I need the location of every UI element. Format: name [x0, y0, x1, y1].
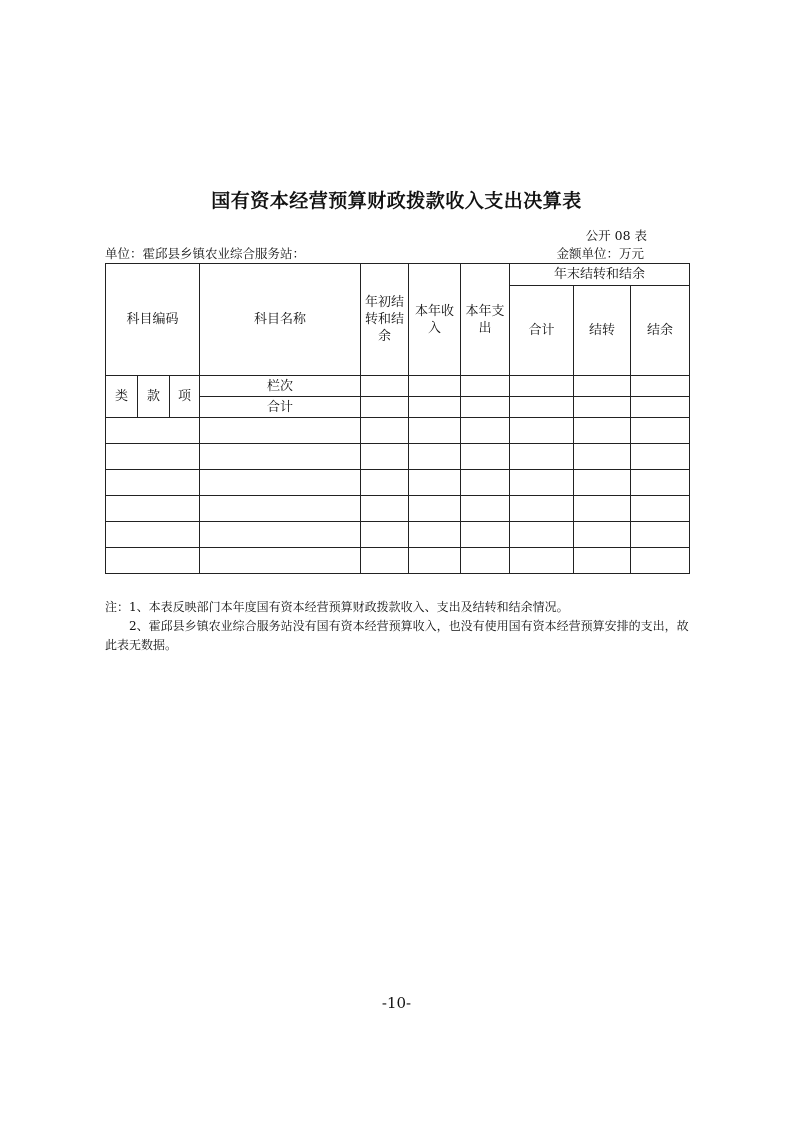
cell [361, 444, 409, 470]
cell [200, 496, 361, 522]
cell [461, 470, 510, 496]
cell [409, 444, 461, 470]
budget-table [105, 263, 690, 574]
cell [461, 444, 510, 470]
cell [461, 397, 510, 418]
cell [461, 548, 510, 574]
total-row-label: 合计 [200, 397, 361, 418]
table-row [106, 548, 690, 574]
header-income-text: 本年收入 [414, 303, 454, 336]
header-expenditure [461, 264, 510, 376]
cell [106, 522, 200, 548]
cell [574, 397, 631, 418]
cell [574, 376, 631, 397]
header-subject-name: 科目名称 [200, 264, 361, 376]
header-year-end-group: 年末结转和结余 [510, 264, 690, 286]
amount-unit: 金额单位：万元 [556, 246, 644, 261]
cell [461, 376, 510, 397]
cell [574, 522, 631, 548]
header-column-index: 栏次 [200, 376, 361, 397]
table-row [106, 418, 690, 444]
cell [361, 376, 409, 397]
cell [574, 496, 631, 522]
cell [461, 496, 510, 522]
cell [409, 470, 461, 496]
table-row [106, 522, 690, 548]
cell [510, 444, 574, 470]
cell [409, 418, 461, 444]
cell [409, 496, 461, 522]
note-2: 2、霍邱县乡镇农业综合服务站没有国有资本经营预算收入，也没有使用国有资本经营预算安排的支出，故此表无数据。 [105, 619, 689, 652]
cell [510, 397, 574, 418]
cell [510, 522, 574, 548]
cell [361, 522, 409, 548]
cell [510, 548, 574, 574]
cell [461, 522, 510, 548]
reporting-unit: 单位：霍邱县乡镇农业综合服务站： [105, 246, 306, 261]
cell [409, 376, 461, 397]
cell [631, 397, 690, 418]
cell [631, 496, 690, 522]
header-year-end-surplus: 结余 [631, 286, 690, 376]
cell [510, 376, 574, 397]
cell [574, 418, 631, 444]
header-year-end-total: 合计 [510, 286, 574, 376]
cell [106, 548, 200, 574]
cell [361, 496, 409, 522]
cell [106, 470, 200, 496]
header-item: 项 [170, 376, 200, 418]
cell [409, 548, 461, 574]
cell [574, 444, 631, 470]
cell [574, 470, 631, 496]
cell [106, 418, 200, 444]
header-expenditure-text: 本年支出 [465, 303, 505, 336]
cell [631, 522, 690, 548]
cell [361, 470, 409, 496]
page-number: -10- [381, 994, 412, 1012]
table-row [106, 470, 690, 496]
cell [200, 548, 361, 574]
cell [409, 522, 461, 548]
cell [200, 444, 361, 470]
cell [631, 376, 690, 397]
cell [631, 470, 690, 496]
header-subject-code: 科目编码 [106, 264, 200, 376]
cell [409, 397, 461, 418]
cell [510, 496, 574, 522]
cell [200, 522, 361, 548]
header-category: 类 [106, 376, 138, 418]
notes [105, 598, 691, 655]
cell [106, 496, 200, 522]
cell [574, 548, 631, 574]
cell [461, 418, 510, 444]
page-title: 国有资本经营预算财政拨款收入支出决算表 [211, 190, 582, 212]
header-income [409, 264, 461, 376]
cell [200, 418, 361, 444]
cell [510, 418, 574, 444]
header-opening-balance-text: 年初结转和结余 [364, 295, 404, 344]
cell [631, 418, 690, 444]
header-opening-balance [361, 264, 409, 376]
header-year-end-carryover: 结转 [574, 286, 631, 376]
cell [361, 397, 409, 418]
cell [361, 548, 409, 574]
cell [106, 444, 200, 470]
header-section: 款 [138, 376, 170, 418]
cell [361, 418, 409, 444]
cell [631, 548, 690, 574]
cell [510, 470, 574, 496]
table-row [106, 444, 690, 470]
form-number: 公开 08 表 [585, 228, 647, 243]
cell [631, 444, 690, 470]
cell [200, 470, 361, 496]
note-1: 注：1、本表反映部门本年度国有资本经营预算财政拨款收入、支出及结转和结余情况。 [105, 600, 569, 614]
table-row [106, 496, 690, 522]
